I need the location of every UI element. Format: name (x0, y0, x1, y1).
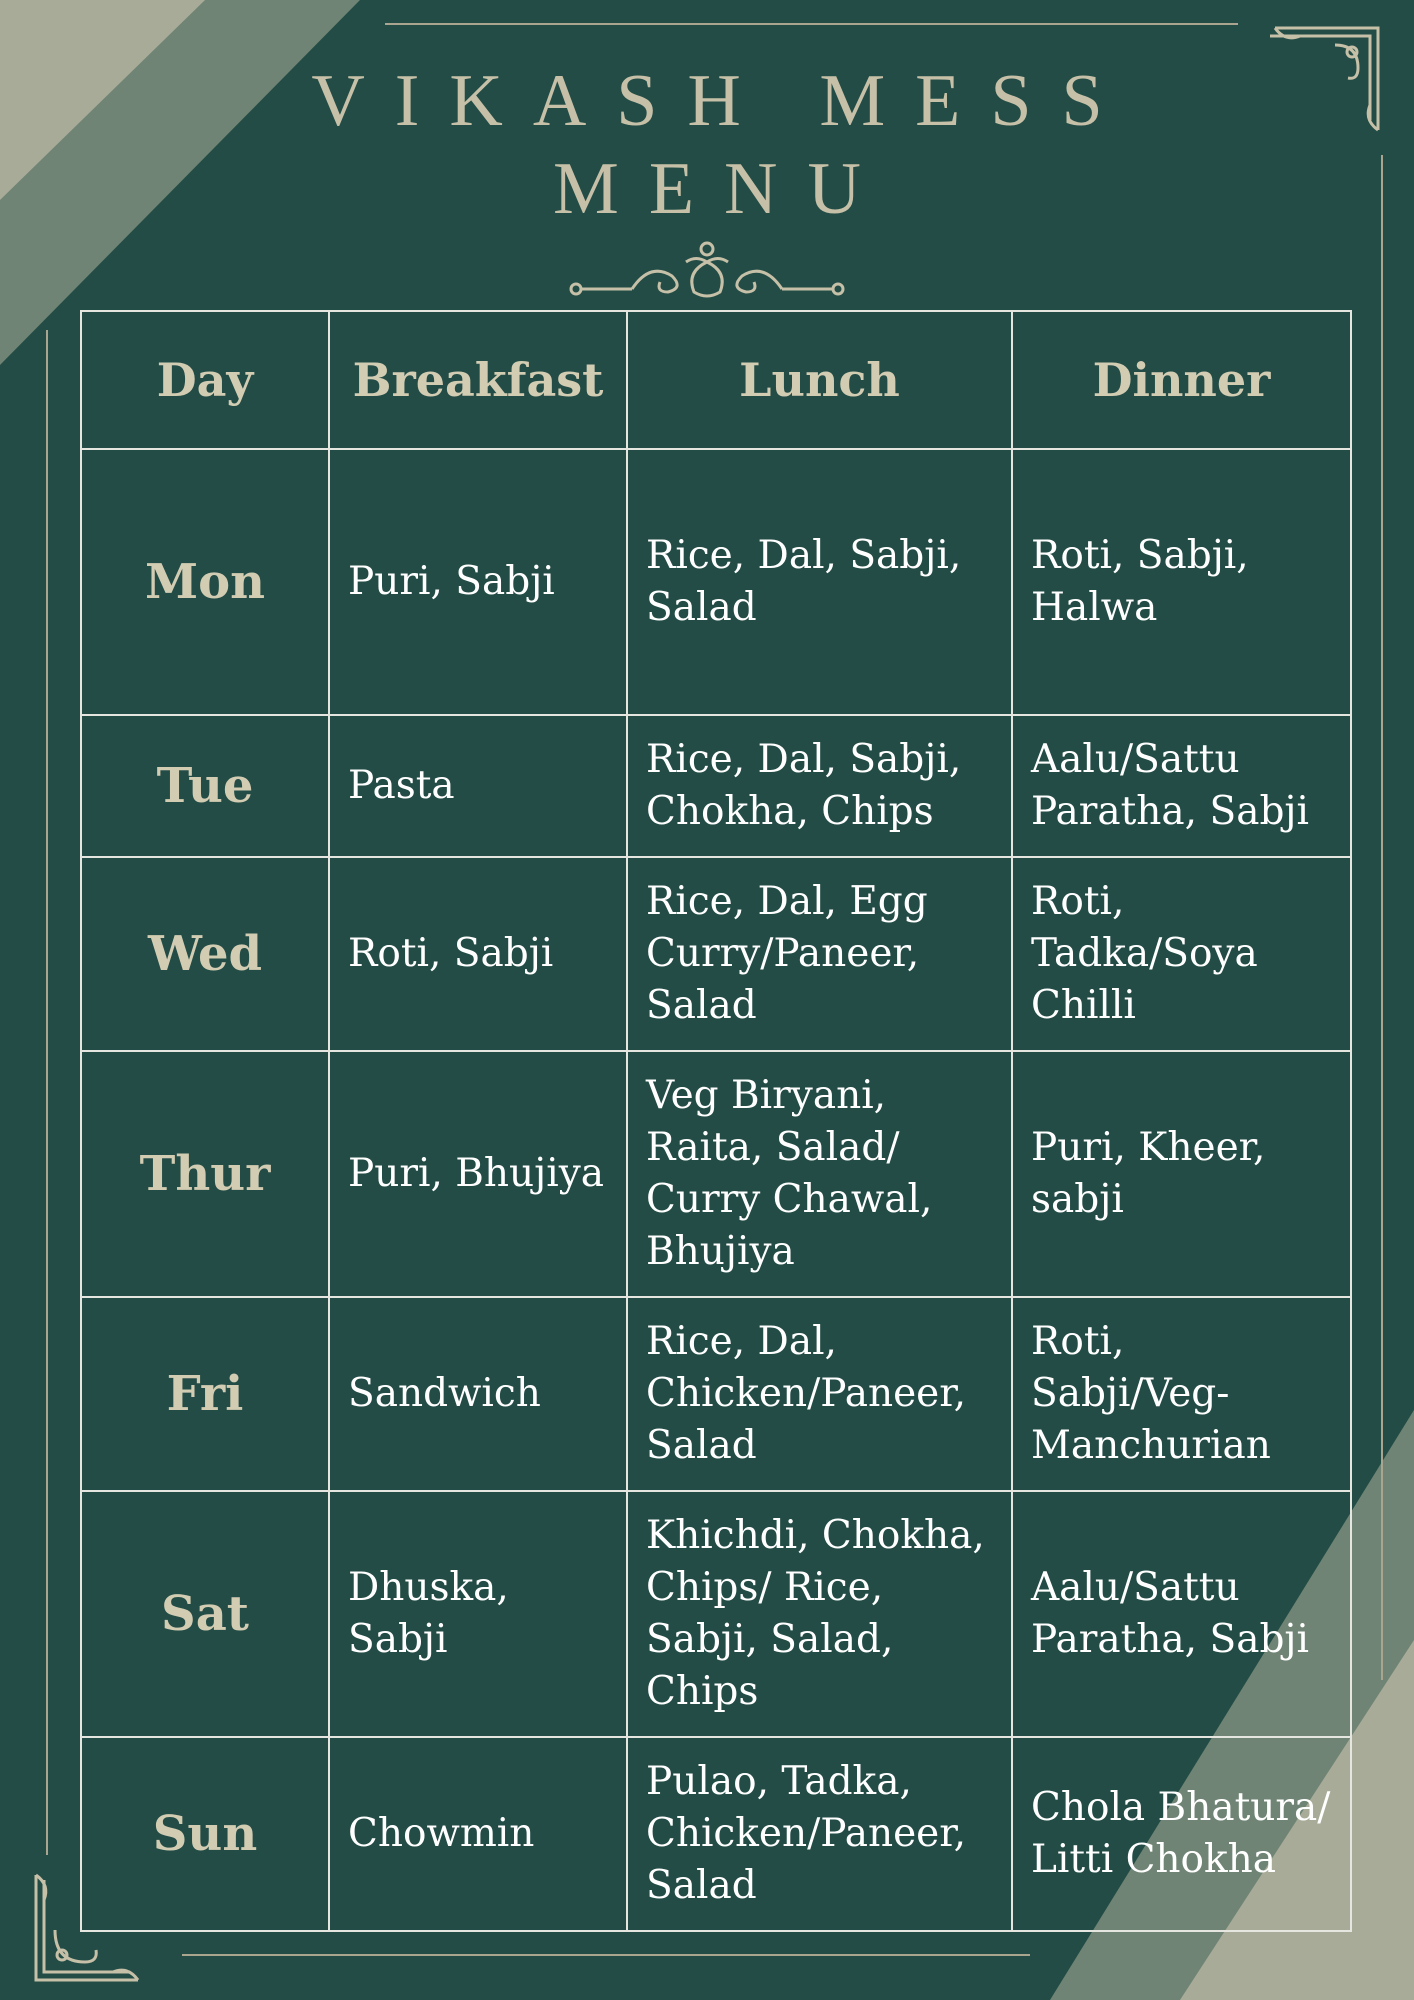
day-cell: Wed (81, 857, 329, 1051)
lunch-cell: Rice, Dal, Chicken/Paneer, Salad (627, 1297, 1012, 1491)
page-title-line-2: MENU (553, 148, 891, 230)
table-row (81, 1051, 1351, 1297)
page-title-line-1: VIKASH MESS (311, 60, 1133, 142)
dinner-cell: Aalu/Sattu Paratha, Sabji (1012, 1491, 1351, 1737)
table-row (81, 1491, 1351, 1737)
header-day: Day (81, 311, 329, 449)
dinner-cell: Roti, Tadka/Soya Chilli (1012, 857, 1351, 1051)
lunch-cell: Rice, Dal, Sabji, Salad (627, 449, 1012, 715)
breakfast-cell: Dhuska, Sabji (329, 1491, 627, 1737)
lunch-cell: Rice, Dal, Egg Curry/Paneer, Salad (627, 857, 1012, 1051)
breakfast-cell: Sandwich (329, 1297, 627, 1491)
table-row (81, 449, 1351, 715)
table-row (81, 715, 1351, 857)
header-dinner: Dinner (1012, 311, 1351, 449)
breakfast-cell: Pasta (329, 715, 627, 857)
table-row (81, 1297, 1351, 1491)
day-cell: Tue (81, 715, 329, 857)
menu-table (80, 310, 1352, 1932)
lunch-cell: Veg Biryani, Raita, Salad/ Curry Chawal, Bhujiya (627, 1051, 1012, 1297)
lunch-cell: Khichdi, Chokha, Chips/ Rice, Sabji, Salad, Chips (627, 1491, 1012, 1737)
day-cell: Thur (81, 1051, 329, 1297)
lunch-cell: Pulao, Tadka, Chicken/Paneer, Salad (627, 1737, 1012, 1931)
title-divider-ornament (571, 243, 843, 296)
breakfast-cell: Puri, Bhujiya (329, 1051, 627, 1297)
dinner-cell: Roti, Sabji, Halwa (1012, 449, 1351, 715)
day-cell: Sat (81, 1491, 329, 1737)
breakfast-cell: Roti, Sabji (329, 857, 627, 1051)
day-cell: Sun (81, 1737, 329, 1931)
breakfast-cell: Chowmin (329, 1737, 627, 1931)
table-header-row (81, 311, 1351, 449)
dinner-cell: Puri, Kheer, sabji (1012, 1051, 1351, 1297)
lunch-cell: Rice, Dal, Sabji, Chokha, Chips (627, 715, 1012, 857)
dinner-cell: Chola Bhatura/ Litti Chokha (1012, 1737, 1351, 1931)
header-lunch: Lunch (627, 311, 1012, 449)
breakfast-cell: Puri, Sabji (329, 449, 627, 715)
day-cell: Mon (81, 449, 329, 715)
table-row (81, 1737, 1351, 1931)
day-cell: Fri (81, 1297, 329, 1491)
header-breakfast: Breakfast (329, 311, 627, 449)
dinner-cell: Roti, Sabji/Veg-Manchurian (1012, 1297, 1351, 1491)
table-row (81, 857, 1351, 1051)
dinner-cell: Aalu/Sattu Paratha, Sabji (1012, 715, 1351, 857)
